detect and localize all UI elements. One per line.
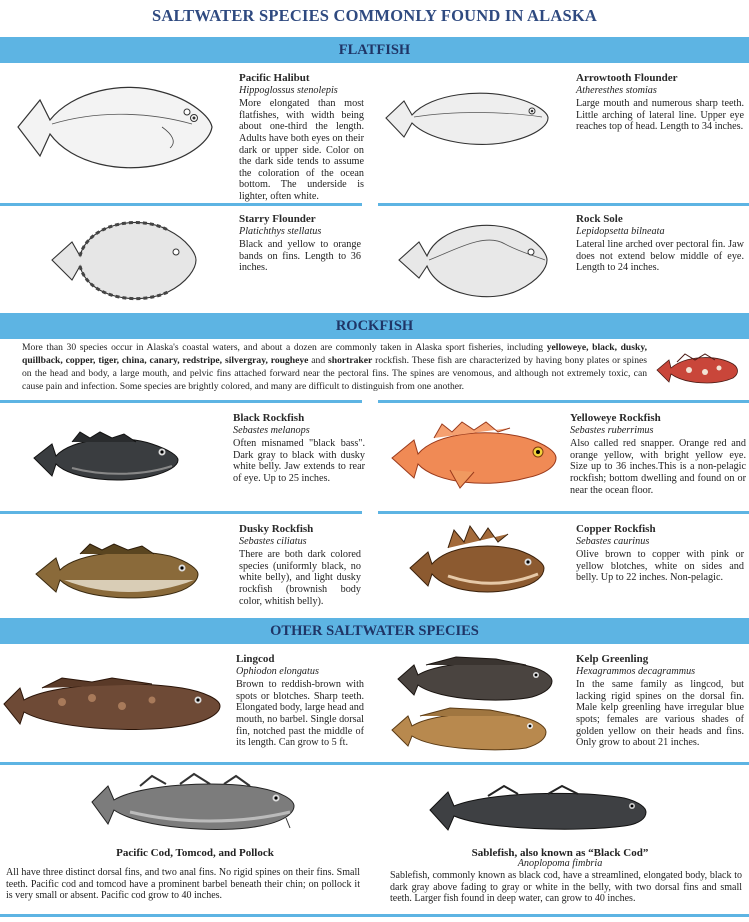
- species-description: There are both dark colored species (uniformly black, no white belly), and light dusky rockfish (brownish body color, whitish belly).: [239, 549, 361, 607]
- species-description: Black and yellow to orange bands on fins. Length to 36 inches.: [239, 239, 361, 274]
- species-name: Kelp Greenling: [576, 653, 649, 665]
- species-name: Copper Rockfish: [576, 523, 656, 535]
- species-scientific-name: Sebastes melanops: [233, 424, 310, 436]
- pacific-cod-caption: Pacific Cod, Tomcod, and Pollock: [116, 847, 274, 859]
- sablefish-description: Sablefish, commonly known as black cod, have a streamlined, elongated body, black to dark gray above fading to gray or white in the belly, with two dorsal fins and small teeth. Larger fish found in deep water, can grow to 40 inches.: [390, 870, 742, 904]
- divider-rule: [0, 762, 749, 765]
- kelp-greenling-male-illustration: [396, 653, 554, 707]
- intro-text: rockfish. These fish are characterized by having bony plates or spines on the head and body, a large mouth, and pelvic fins attached forward near the pectoral fins. The spines are venomous, and although not extremely toxic, can cause pain and infection. Some species are brightly colored, and many are difficult to distinguish from one another.: [22, 355, 648, 392]
- divider-rule: [0, 400, 362, 403]
- species-scientific-name: Hippoglossus stenolepis: [239, 84, 338, 96]
- species-description: Also called red snapper. Orange red and orange yellow, with bright yellow eye. Size up to 36 inches.This is a non-pelagic rockfish; bottom dwelling and found on or near the ocean floor.: [570, 438, 746, 496]
- sablefish-caption: Sablefish, also known as “Black Cod”: [471, 847, 649, 859]
- rockfish-small-illustration: [655, 352, 740, 388]
- intro-species-list: yelloweye, black, dusky, quillback, copper, tiger, china, canary, redstripe, silvergray, rougheye: [22, 342, 647, 366]
- species-name: Dusky Rockfish: [239, 523, 314, 535]
- section-band-flatfish: FLATFISH: [0, 37, 749, 63]
- sablefish-illustration: [428, 782, 650, 838]
- species-scientific-name: Sebastes ciliatus: [239, 535, 307, 547]
- pacific-cod-illustration: [90, 772, 300, 838]
- card-rock-sole: [576, 214, 744, 274]
- card-black-rockfish: [233, 413, 365, 485]
- section-band-rockfish: ROCKFISH: [0, 313, 749, 339]
- species-name: Rock Sole: [576, 213, 623, 225]
- lingcod-illustration: [2, 672, 224, 738]
- species-scientific-name: Hexagrammos decagrammus: [576, 665, 696, 677]
- intro-text: and: [308, 355, 329, 366]
- kelp-greenling-female-illustration: [390, 706, 548, 754]
- species-scientific-name: Sebastes ruberrimus: [570, 424, 654, 436]
- rockfish-intro: [22, 341, 647, 393]
- card-starry-flounder: [239, 214, 361, 274]
- section-band-other: OTHER SALTWATER SPECIES: [0, 618, 749, 644]
- species-name: Lingcod: [236, 653, 275, 665]
- card-lingcod: [236, 654, 364, 749]
- pacific-cod-description: All have three distinct dorsal fins, and two anal fins. No rigid spines on their fins. Small teeth. Pacific cod and tomcod have a prominent barbel beneath their chin; on pollock it is very small or absent. Pacific cod grow to 40 inches.: [6, 867, 360, 901]
- divider-rule: [0, 914, 749, 917]
- copper-rockfish-illustration: [408, 524, 548, 602]
- card-yelloweye-rockfish: [570, 413, 746, 496]
- black-rockfish-illustration: [32, 428, 182, 490]
- species-name: Black Rockfish: [233, 412, 305, 424]
- divider-rule: [378, 511, 749, 514]
- species-description: Large mouth and numerous sharp teeth. Little arching of lateral line. Upper eye reaches top of head. Length to 34 inches.: [576, 98, 744, 133]
- species-scientific-name: Platichthys stellatus: [239, 225, 322, 237]
- card-copper-rockfish: [576, 524, 744, 584]
- species-scientific-name: Lepidopsetta bilneata: [576, 225, 665, 237]
- sablefish-scientific-name: Anoplopoma fimbria: [517, 858, 603, 869]
- pacific-halibut-illustration: [12, 72, 217, 182]
- species-description: In the same family as lingcod, but lacking rigid spines on the dorsal fin. Male kelp greenling have irregular blue spots; females are various shades of golden yellow on their heads and fins. Only grow to about 21 inches.: [576, 679, 744, 749]
- intro-text: More than 30 species occur in Alaska's coastal waters, and about a dozen are commonly taken in Alaska sport fisheries, including: [22, 342, 547, 353]
- species-description: Often misnamed "black bass". Dark gray to black with dusky white belly. Jaw extends to rear of eye. Up to 25 inches.: [233, 438, 365, 484]
- species-description: Brown to reddish-brown with spots or blotches. Sharp teeth. Elongated body, large head and mouth, no barbel. Single dorsal fin, notched past the middle of its length. Can grow to 5 ft.: [236, 679, 364, 749]
- card-kelp-greenling: [576, 654, 744, 749]
- divider-rule: [0, 203, 362, 206]
- dusky-rockfish-illustration: [34, 542, 202, 606]
- species-name: Pacific Halibut: [239, 72, 310, 84]
- divider-rule: [378, 203, 749, 206]
- card-pacific-halibut: [239, 73, 364, 203]
- species-description: Olive brown to copper with pink or yellow blotches, white on sides and belly. Up to 22 inches. Non-pelagic.: [576, 549, 744, 584]
- species-description: More elongated than most flatfishes, with width being about one-third the length. Adults have both eyes on their dark or upper side. Color on the dark side tends to assume the coloration of the ocean bottom. The underside is lighter, often white.: [239, 98, 364, 202]
- species-description: Lateral line arched over pectoral fin. Jaw does not extend below middle of eye. Length to 24 inches.: [576, 239, 744, 274]
- card-arrowtooth-flounder: [576, 73, 744, 133]
- yelloweye-rockfish-illustration: [390, 418, 560, 496]
- intro-species-last: shortraker: [328, 355, 373, 366]
- species-scientific-name: Atheresthes stomias: [576, 84, 657, 96]
- species-scientific-name: Sebastes caurinus: [576, 535, 650, 547]
- arrowtooth-flounder-illustration: [382, 83, 552, 153]
- page-title: SALTWATER SPECIES COMMONLY FOUND IN ALASKA: [152, 6, 597, 25]
- divider-rule: [378, 400, 749, 403]
- starry-flounder-illustration: [48, 210, 198, 310]
- species-name: Yelloweye Rockfish: [570, 412, 661, 424]
- species-scientific-name: Ophiodon elongatus: [236, 665, 319, 677]
- card-dusky-rockfish: [239, 524, 361, 607]
- divider-rule: [0, 511, 362, 514]
- species-name: Starry Flounder: [239, 213, 316, 225]
- species-name: Arrowtooth Flounder: [576, 72, 678, 84]
- rock-sole-illustration: [395, 212, 550, 307]
